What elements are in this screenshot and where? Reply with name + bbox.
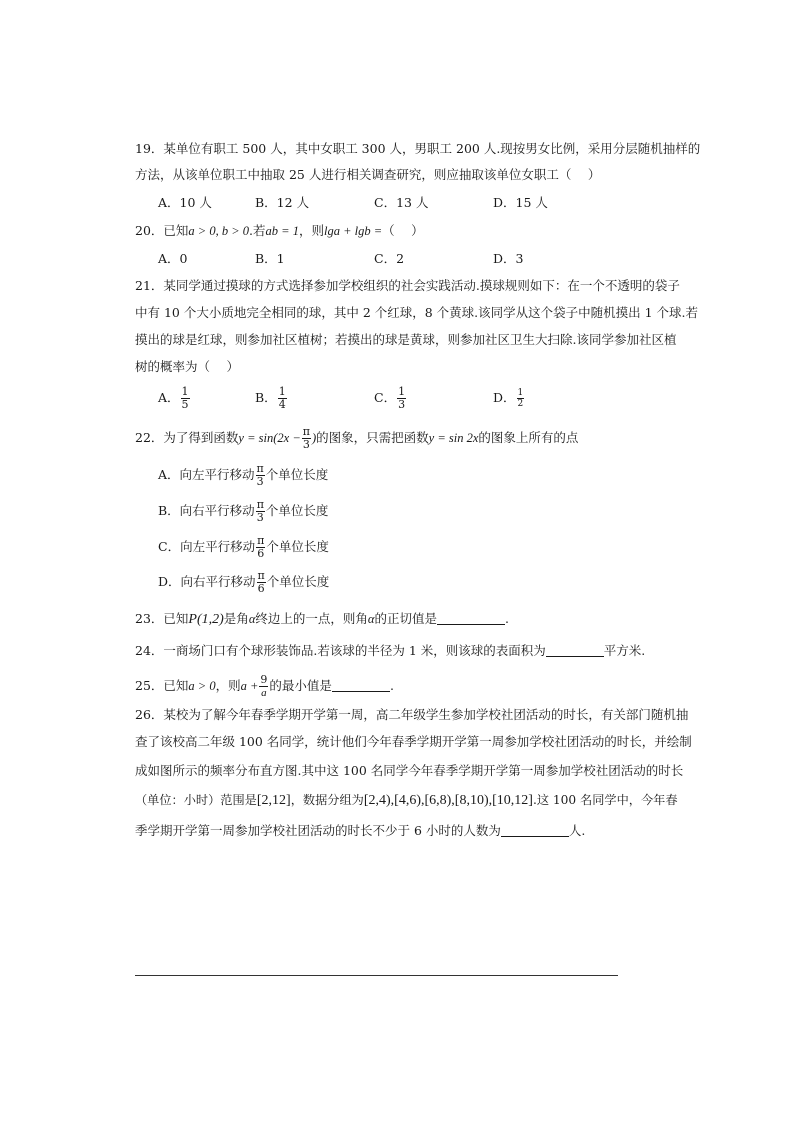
- q26-line5: [135, 822, 585, 840]
- q22-option-d-num: π: [257, 569, 265, 582]
- q24-answer-blank[interactable]: [546, 642, 604, 657]
- q20-suffix: （ ）: [382, 223, 424, 238]
- q21-option-c-num: 1: [398, 385, 406, 398]
- q23-mid2: 终边上的一点，则角: [255, 611, 368, 626]
- q25-expr-left: a +: [240, 679, 259, 693]
- q23-stem: [135, 610, 509, 629]
- q22-option-c-fraction: [256, 535, 265, 560]
- q20-option-d: D．3: [493, 251, 524, 266]
- q25-stem: [135, 674, 394, 699]
- q23-alpha: α: [248, 612, 256, 626]
- q23-end: .: [504, 611, 509, 626]
- q25-den: a: [261, 687, 267, 699]
- q26-range: [2,12]: [256, 793, 291, 808]
- q21-option-a-den: 5: [181, 398, 189, 411]
- q26-line4-c: .这 100 名同学中，今年春: [532, 793, 678, 807]
- q26-line5-text: 季学期开学第一周参加学校社团活动的时长不少于 6 小时的人数为: [135, 823, 501, 838]
- q22-option-a-label: A．向左平行移动: [158, 467, 255, 482]
- q25-suffix: 的最小值是: [269, 678, 332, 693]
- q25-num: 9: [260, 673, 268, 686]
- q22-option-c: [158, 535, 329, 560]
- q21-option-c-fraction: [397, 386, 406, 411]
- q22-func2: y = sin 2x: [428, 431, 479, 445]
- q21-option-c-label: C．: [374, 390, 397, 405]
- q22-option-b-label: B．向右平行移动: [158, 503, 255, 518]
- q21-option-b-label: B．: [255, 390, 277, 405]
- q20-prefix: 20．已知: [135, 223, 189, 238]
- q20-condition: a > 0, b > 0: [188, 224, 250, 238]
- q21-line2: 中有 10 个大小质地完全相同的球，其中 2 个红球，8 个黄球.该同学从这个袋子中随机摸出 1 个球.若: [135, 305, 699, 320]
- q21-option-a: [158, 386, 191, 411]
- q26-line3: 成如图所示的频率分布直方图.其中这 100 名同学今年春季学期开学第一周参加学校社团活动的时长: [135, 763, 684, 778]
- q21-option-d: [493, 388, 525, 409]
- q25-mid: ，则: [215, 678, 241, 693]
- q22-option-a-fraction: [256, 463, 265, 488]
- q22-func1-left: y = sin(2x −: [238, 431, 301, 445]
- q25-fraction: [259, 674, 268, 699]
- q23-answer-blank[interactable]: [437, 610, 505, 625]
- q20-option-b: B．1: [255, 251, 285, 266]
- q22-option-c-tail: 个单位长度: [266, 539, 329, 554]
- q19-option-d: D．15 人: [493, 195, 548, 210]
- q24-stem: [135, 642, 645, 660]
- q22-option-d: [158, 570, 329, 595]
- q21-option-a-fraction: [181, 386, 190, 411]
- q20-expression: lga + lgb =: [323, 224, 383, 238]
- q22-prefix: 22．为了得到函数: [135, 430, 239, 445]
- q24-end: 平方米.: [603, 643, 646, 658]
- q22-option-d-label: D．向右平行移动: [158, 574, 256, 589]
- q21-line4: 树的概率为（ ）: [135, 359, 239, 374]
- q25-condition: a > 0: [188, 679, 216, 693]
- q22-option-a-num: π: [256, 462, 264, 475]
- q20-option-c: C．2: [374, 251, 405, 266]
- q22-option-b-fraction: [256, 499, 265, 524]
- q22-func1-fraction: [302, 426, 311, 451]
- q21-option-b-fraction: [278, 386, 287, 411]
- q20-mid2: ，则: [298, 223, 324, 238]
- q19-option-b: B．12 人: [255, 195, 310, 210]
- q23-alpha2: α: [367, 612, 375, 626]
- q21-line1: 21．某同学通过摸球的方式选择参加学校组织的社会实践活动.摸球规则如下：在一个不透明的袋子: [135, 278, 680, 293]
- q20-option-a: A．0: [158, 251, 188, 266]
- q22-option-c-label: C．向左平行移动: [158, 539, 256, 554]
- q22-option-d-fraction: [257, 570, 266, 595]
- q20-stem: [135, 222, 424, 240]
- q22-option-b-num: π: [256, 498, 264, 511]
- q22-suffix: 的图象上所有的点: [478, 430, 579, 445]
- q21-option-b-den: 4: [278, 398, 286, 411]
- q22-option-d-tail: 个单位长度: [266, 574, 330, 589]
- q22-func1-den: 3: [302, 438, 310, 451]
- q19-line1: 19．某单位有职工 500 人，其中女职工 300 人，男职工 200 人.现按男女比例，采用分层随机抽样的: [135, 141, 701, 156]
- q22-option-a-den: 3: [256, 475, 264, 488]
- q22-option-b-tail: 个单位长度: [265, 503, 329, 518]
- q21-option-c-den: 3: [398, 398, 406, 411]
- q26-line4: [135, 791, 678, 810]
- q25-answer-blank[interactable]: [332, 677, 390, 692]
- q22-option-b: [158, 499, 328, 524]
- footer-divider: [135, 975, 618, 976]
- q22-option-c-den: 6: [257, 547, 265, 560]
- q19-line2: 方法，从该单位职工中抽取 25 人进行相关调查研究，则应抽取该单位女职工（ ）: [135, 167, 601, 182]
- q22-option-b-den: 3: [256, 511, 264, 524]
- q23-point: P(1,2): [188, 612, 224, 627]
- q21-line3: 摸出的球是红球，则参加社区植树；若摸出的球是黄球，则参加社区卫生大扫除.该同学参加社区植: [135, 332, 677, 347]
- q24-text: 24．一商场门口有个球形装饰品.若该球的半径为 1 米，则该球的表面积为: [135, 643, 546, 658]
- q21-option-d-num: 1: [517, 388, 524, 398]
- q26-groups: [2,4),[4,6),[6,8),[8,10),[10,12]: [363, 793, 533, 808]
- q22-mid: 的图象，只需把函数: [316, 430, 429, 445]
- q22-option-c-num: π: [257, 534, 265, 547]
- q25-prefix: 25．已知: [135, 678, 189, 693]
- q21-option-d-label: D．: [493, 390, 516, 405]
- q26-answer-blank[interactable]: [501, 822, 569, 837]
- q26-line5-end: 人.: [568, 823, 586, 838]
- q26-line4-b: ，数据分组为: [290, 793, 364, 807]
- q22-option-a: [158, 463, 328, 488]
- q25-end: .: [389, 678, 394, 693]
- q22-option-a-tail: 个单位长度: [265, 467, 329, 482]
- q21-option-b: [255, 386, 288, 411]
- q21-option-a-num: 1: [181, 385, 189, 398]
- q19-option-c: C．13 人: [374, 195, 429, 210]
- q22-option-d-den: 6: [257, 582, 265, 595]
- q22-stem: [135, 426, 578, 451]
- q21-option-d-den: 2: [517, 399, 524, 409]
- q20-mid: .若: [249, 223, 266, 238]
- q21-option-d-fraction: [517, 388, 525, 409]
- q21-option-b-num: 1: [278, 385, 286, 398]
- q26-line2: 查了该校高二年级 100 名同学，统计他们今年春季学期开学第一周参加学校社团活动的时长，并绘制: [135, 734, 692, 749]
- q23-prefix: 23．已知: [135, 611, 189, 626]
- q22-func1-num: π: [302, 425, 310, 438]
- q20-equation: ab = 1: [265, 224, 299, 238]
- q21-option-c: [374, 386, 407, 411]
- q22-func1-right: ): [311, 431, 317, 445]
- q21-option-a-label: A．: [158, 390, 180, 405]
- q19-option-a: A．10 人: [158, 195, 212, 210]
- q23-mid: 是角: [223, 611, 249, 626]
- q26-line4-a: （单位：小时）范围是: [135, 793, 257, 807]
- q23-suffix: 的正切值是: [374, 611, 437, 626]
- q26-line1: 26．某校为了解今年春季学期开学第一周，高二年级学生参加学校社团活动的时长，有关部门随机抽: [135, 707, 689, 722]
